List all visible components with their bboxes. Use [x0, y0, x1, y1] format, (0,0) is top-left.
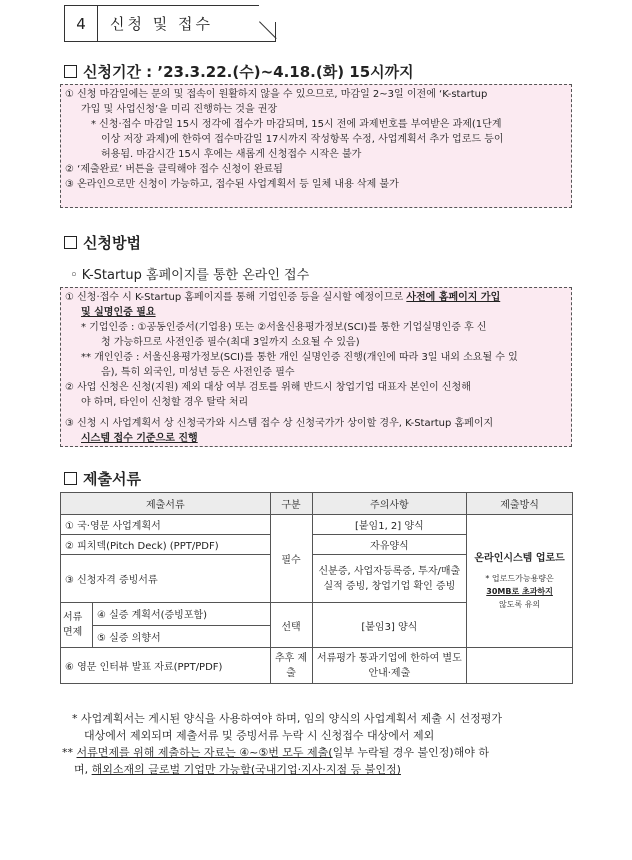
doc-note: 서류평가 통과기업에 한하여 별도 안내·제출 [312, 648, 467, 684]
period-heading [64, 61, 414, 82]
submission-method [467, 515, 573, 648]
method-line [65, 290, 567, 305]
doc-note: 자유양식 [312, 535, 467, 555]
doc-name: ④ 실증 계획서(증빙포함) [93, 603, 270, 626]
exempt-docs-cell [61, 603, 271, 648]
footnote-line: * 사업계획서는 게시된 양식을 사용하여야 하며, 임의 양식의 사업계획서 제출 시 선정평가 [72, 712, 502, 725]
table-header: 구분 [270, 493, 312, 515]
method-line: ③ 신청 시 사업계획서 상 신청국가와 시스템 접수 상 신청국가가 상이할 경우, K-Startup 홈페이지 [65, 418, 494, 429]
folded-corner-icon [259, 4, 277, 22]
table-row [61, 648, 573, 684]
doc-name: ③ 신청자격 증빙서류 [61, 555, 271, 603]
method-line: 시스템 접수 기준으로 진행 [81, 433, 198, 444]
method-heading [64, 232, 141, 253]
doc-name: ① 국·영문 사업계획서 [61, 515, 271, 535]
footnotes [62, 710, 582, 778]
method-line: 및 실명인증 필요 [81, 307, 156, 318]
doc-type: 선택 [270, 603, 312, 648]
method-line: ** 개인인증 : 서울신용평가정보(SCI)를 통한 개인 실명인증 진행(개인에 따라 3일 내외 소요될 수 있 [81, 352, 518, 363]
method-line: 음), 특히 외국인, 미성년 등은 사전인증 필수 [101, 367, 295, 378]
period-line: * 신청·접수 마감일 15시 정각에 접수가 마감되며, 15시 전에 과제번호를 부여받은 과제(1단계 [91, 119, 502, 130]
method-line: 청 가능하므로 사전인증 필수(최대 3일까지 소요될 수 있음) [101, 337, 360, 348]
doc-name: ⑤ 실증 의향서 [97, 632, 161, 644]
section-number: 4 [64, 5, 98, 42]
table-header: 제출방식 [467, 493, 573, 515]
table-header: 제출서류 [61, 493, 271, 515]
square-bullet-icon [64, 236, 77, 249]
period-line: ① 신청 마감일에는 문의 및 접속이 원활하지 않을 수 있으므로, 마감일 2~3일 이전에 ‘K-startup [65, 89, 488, 100]
empty-cell [467, 648, 573, 684]
footnote-line: 대상에서 제외되며 제출서류 및 증빙서류 누락 시 신청접수 대상에서 제외 [84, 729, 435, 742]
docs-heading-text: 제출서류 [83, 470, 141, 488]
section-title: 신청 및 접수 [98, 5, 276, 42]
period-heading-text: 신청기간 : ’23.3.22.(수)~4.18.(화) 15시까지 [83, 63, 414, 81]
doc-type: 추후 제출 [270, 648, 312, 684]
footnote-text: 일부 누락될 경우 불인정)해야 하 [332, 746, 490, 759]
doc-name: ② 피치덱(Pitch Deck) (PPT/PDF) [61, 535, 271, 555]
method-line: * 기업인증 : ①공동인증서(기업용) 또는 ②서울신용평가정보(SCI)를 통한 기업실명인증 후 신 [81, 322, 487, 333]
period-line: 가입 및 사업신청’을 미리 진행하는 것을 권장 [81, 104, 278, 115]
method-emphasis: 사전에 홈페이지 가입 [406, 292, 501, 303]
footnote-underline: 서류면제를 위해 제출하는 자료는 ④~⑤번 모두 제출( [76, 746, 333, 759]
square-bullet-icon [64, 65, 77, 78]
method-note-emphasis: 30MB로 초과하지 [486, 587, 553, 596]
period-line: ② ‘제출완료’ 버튼을 클릭해야 접수 신청이 완료됨 [65, 164, 283, 175]
period-line: ③ 온라인으로만 신청이 가능하고, 접수된 사업계획서 등 일체 내용 삭제 불가 [65, 179, 399, 190]
method-line: ② 사업 신청은 신청(지원) 제외 대상 여부 검토를 위해 반드시 창업기업 대표자 본인이 신청해 [65, 382, 471, 393]
doc-note: [붙임1, 2] 양식 [312, 515, 467, 535]
table-header-row [61, 493, 573, 515]
doc-note: [붙임3] 양식 [312, 603, 467, 648]
method-text: ① 신청·접수 시 K-Startup 홈페이지를 통해 기업인증 등을 실시할 예정이므로 [65, 292, 407, 303]
section-tab [64, 5, 276, 42]
submission-method-note [471, 572, 568, 611]
period-line: 허용됨. 마감시간 15시 후에는 새롭게 신청접수 시작은 불가 [101, 149, 362, 160]
method-box [60, 287, 572, 447]
doc-note: 신분증, 사업자등록증, 투자/매출 실적 증빙, 창업기업 확인 증빙 [312, 555, 467, 603]
footnote-underline: 해외소재의 글로벌 기업만 가능함(국내기업·지사·지점 등 불인정) [91, 763, 401, 776]
period-line: 이상 저장 과제)에 한하여 접수마감일 17시까지 작성항목 수정, 사업계획서 추가 업로드 등이 [101, 134, 504, 145]
footnote-text: ** [62, 746, 77, 759]
footnote-line [62, 744, 582, 761]
method-note-text: 않도록 유의 [498, 600, 541, 609]
square-bullet-icon [64, 472, 77, 485]
method-line: 야 하며, 타인이 신청할 경우 탈락 처리 [81, 397, 249, 408]
method-note-text: * 업로드가능용량은 [485, 574, 554, 583]
table-header: 주의사항 [312, 493, 467, 515]
method-heading-text: 신청방법 [83, 234, 141, 252]
docs-table [60, 492, 573, 684]
table-row [61, 515, 573, 535]
doc-name: ⑥ 영문 인터뷰 발표 자료(PPT/PDF) [61, 648, 271, 684]
period-box [60, 84, 572, 208]
footnote-text: 며, [74, 763, 92, 776]
submission-method-text: 온라인시스템 업로드 [474, 553, 565, 564]
footnote-line [62, 761, 582, 778]
exempt-label: 서류 면제 [61, 603, 93, 647]
docs-heading [64, 468, 141, 489]
doc-type: 필수 [270, 515, 312, 603]
method-subheading: ◦ K-Startup 홈페이지를 통한 온라인 접수 [70, 268, 310, 283]
